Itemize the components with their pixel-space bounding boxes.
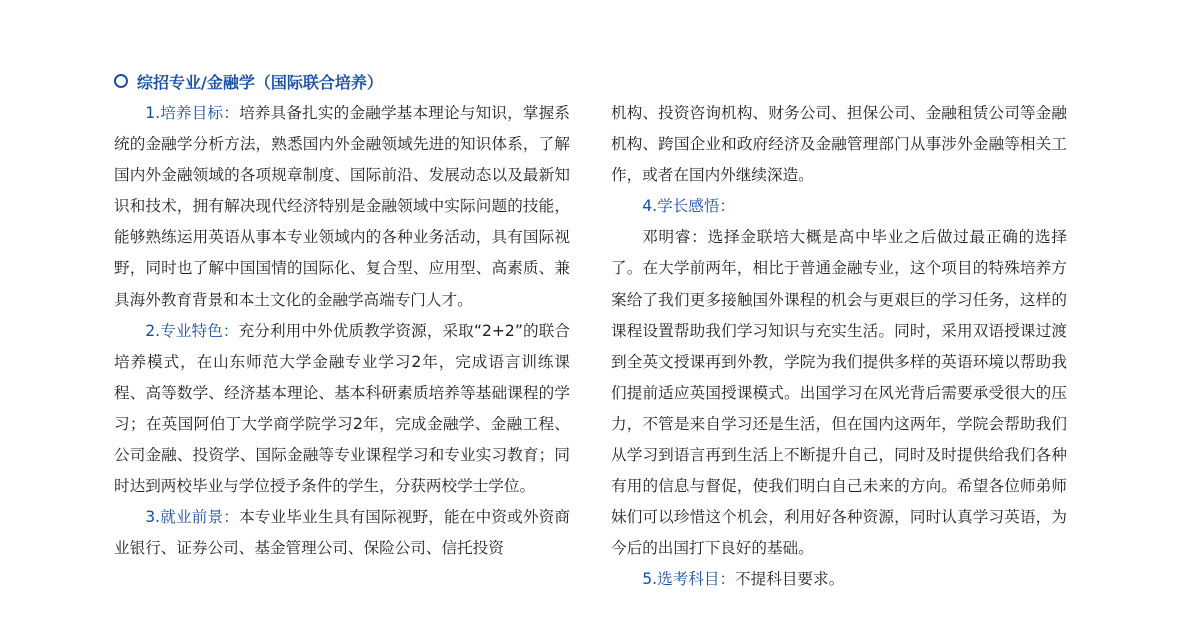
- section-goal-text: 培养具备扎实的金融学基本理论与知识，掌握系统的金融学分析方法，熟悉国内外金融领域先进的知识体系，了解国内外金融领域的各项规章制度、国际前沿、发展动态以及最新知识和技术，拥有解决现代经济特别是金融领域中实际问题的技能，能够熟练运用英语从事本专业领域内的各种业务活动，具有国际视野，同时也了解中国国情的国际化、复合型、应用型、高素质、兼具海外教育背景和本土文化的金融学高端专门人才。: [114, 104, 570, 309]
- section-career-continued: [611, 98, 1067, 191]
- section-feeling-text: 邓明睿：选择金联培大概是高中毕业之后做过最正确的选择了。在大学前两年，相比于普通金融专业，这个项目的特殊培养方案给了我们更多接触国外课程的机会与更艰巨的学习任务，这样的课程设置帮助我们学习知识与充实生活。同时，采用双语授课过渡到全英文授课再到外教，学院为我们提供多样的英语环境以帮助我们提前适应英国授课模式。出国学习在风光背后需要承受很大的压力，不管是来自学习还是生活，但在国内这两年，学院会帮助我们从学习到语言再到生活上不断提升自己，同时及时提供给我们各种有用的信息与督促，使我们明白自己未来的方向。希望各位师弟师妹们可以珍惜这个机会，利用好各种资源，同时认真学习英语，为今后的出国打下良好的基础。: [611, 228, 1067, 558]
- section-feeling-label: 4.学长感悟：: [642, 197, 736, 216]
- page-title-text: 综招专业/金融学（国际联合培养）: [137, 72, 383, 92]
- right-column: [611, 98, 1067, 596]
- section-subjects-text: 不提科目要求。: [735, 570, 845, 589]
- left-column: [114, 98, 570, 564]
- section-subjects: [611, 564, 1067, 595]
- section-goal: [114, 98, 570, 316]
- section-career-text-continued: 机构、投资咨询机构、财务公司、担保公司、金融租赁公司等金融机构、跨国企业和政府经济及金融管理部门从事涉外金融等相关工作，或者在国内外继续深造。: [611, 104, 1067, 185]
- section-feature-text: 充分利用中外优质教学资源，采取“2+2”的联合培养模式，在山东师范大学金融专业学习2年，完成语言训练课程、高等数学、经济基本理论、基本科研素质培养等基础课程的学习；在英国阿伯丁大学商学院学习2年，完成金融学、金融工程、公司金融、投资学、国际金融等专业课程学习和专业实习教育；同时达到两校毕业与学位授予条件的学生，分获两校学士学位。: [114, 321, 570, 496]
- circle-bullet-icon: [114, 74, 128, 88]
- section-feeling: [611, 191, 1067, 222]
- section-subjects-label: 5.选考科目：: [642, 570, 736, 589]
- section-career-label: 3.就业前景：: [145, 508, 240, 527]
- section-feeling-body: [611, 222, 1067, 564]
- section-goal-label: 1.培养目标：: [145, 104, 240, 122]
- section-career: [114, 502, 570, 564]
- page-title: [114, 69, 383, 93]
- section-career-text: 本专业毕业生具有国际视野，能在中资或外资商业银行、证券公司、基金管理公司、保险公司、信托投资: [114, 508, 570, 558]
- section-feature-label: 2.专业特色：: [145, 321, 239, 340]
- section-feature: [114, 316, 570, 503]
